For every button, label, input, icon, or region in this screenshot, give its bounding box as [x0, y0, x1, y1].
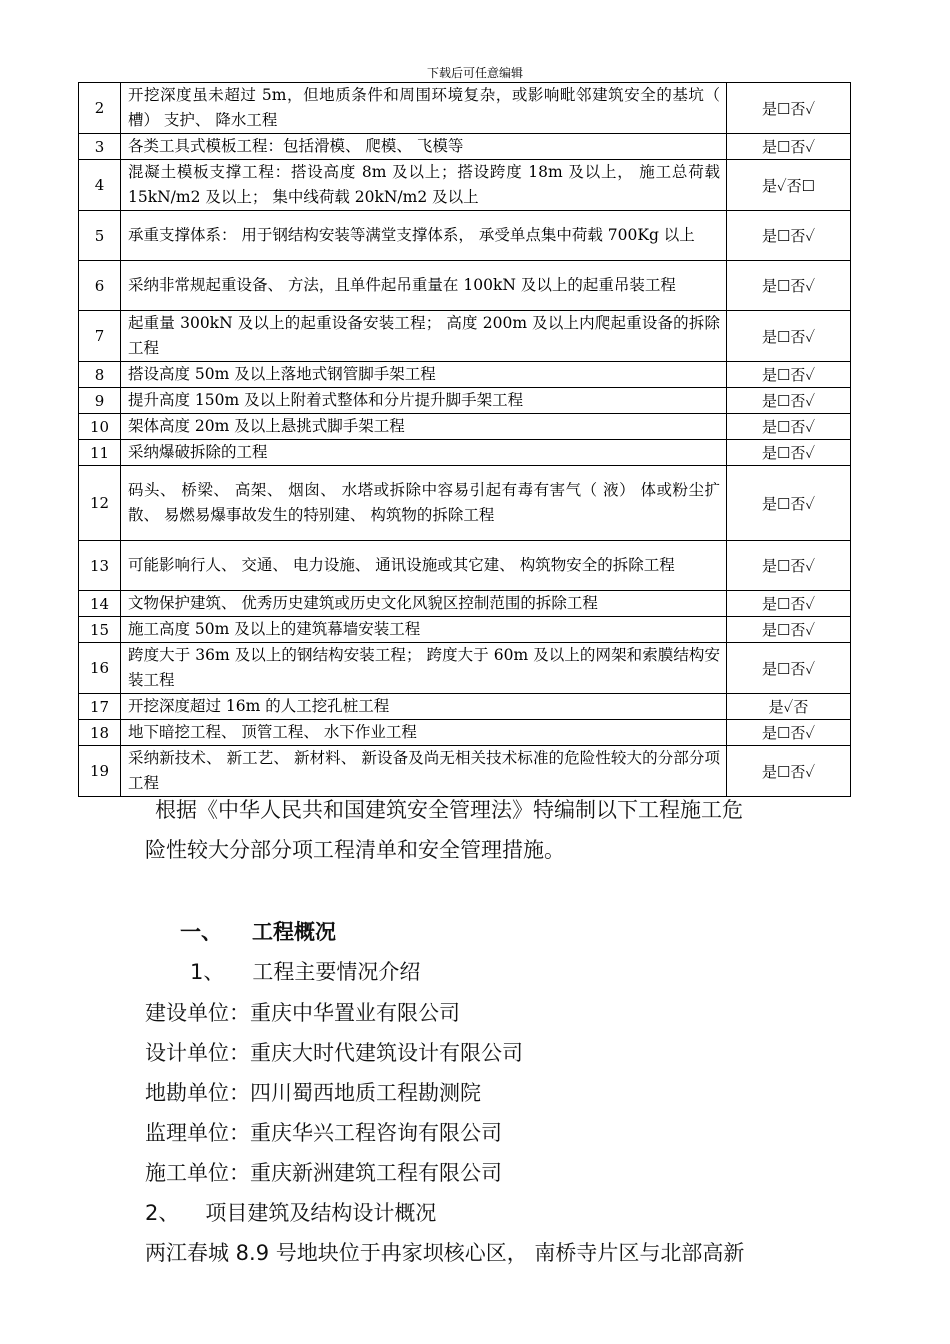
unit-label: 设计单位：: [145, 1041, 250, 1065]
row-description: 采纳非常规起重设备、 方法，且单件起吊重量在 100kN 及以上的起重吊装工程: [121, 261, 727, 311]
table-row: [79, 440, 851, 466]
row-yes-no-check: 是☐否✓: [727, 591, 851, 617]
table-row: [79, 746, 851, 797]
page-header-note: 下载后可任意编辑: [426, 66, 523, 80]
row-yes-no-check: 是☐否✓: [727, 362, 851, 388]
row-yes-no-check: 是☐否✓: [727, 261, 851, 311]
row-yes-no-check: 是☐否✓: [727, 211, 851, 261]
table-row: [79, 311, 851, 362]
subsection-title: 项目建筑及结构设计概况: [205, 1201, 437, 1225]
subsection-number: 1、: [190, 960, 225, 984]
row-yes-no-check: 是✓否☐: [727, 160, 851, 211]
row-description: 起重量 300kN 及以上的起重设备安装工程； 高度 200m 及以上内爬起重设备的拆除工程: [121, 311, 727, 362]
row-number: 7: [79, 311, 121, 362]
row-description: 文物保护建筑、 优秀历史建筑或历史文化风貌区控制范围的拆除工程: [121, 591, 727, 617]
row-number: 9: [79, 388, 121, 414]
row-number: 18: [79, 720, 121, 746]
subsection-title: 工程主要情况介绍: [252, 960, 421, 984]
row-description: 码头、 桥梁、 高架、 烟囱、 水塔或拆除中容易引起有毒有害气（ 液） 体或粉尘扩散、 易燃易爆事故发生的特别建、 构筑物的拆除工程: [121, 466, 727, 541]
unit-line-survey: [145, 1073, 481, 1113]
row-number: 5: [79, 211, 121, 261]
section-number: 一、: [180, 920, 222, 944]
row-yes-no-check: 是☐否✓: [727, 388, 851, 414]
row-description: 承重支撑体系： 用于钢结构安装等满堂支撑体系， 承受单点集中荷载 700Kg 以上: [121, 211, 727, 261]
row-yes-no-check: 是☐否✓: [727, 746, 851, 797]
unit-value: 四川蜀西地质工程勘测院: [250, 1081, 481, 1105]
row-yes-no-check: 是☐否✓: [727, 134, 851, 160]
row-number: 14: [79, 591, 121, 617]
unit-label: 施工单位：: [145, 1161, 250, 1185]
subsection-number: 2、: [145, 1201, 180, 1225]
table-row: [79, 414, 851, 440]
table-row: [79, 261, 851, 311]
unit-label: 监理单位：: [145, 1121, 250, 1145]
table-row: [79, 694, 851, 720]
row-number: 16: [79, 643, 121, 694]
row-description: 各类工具式模板工程：包括滑模、 爬模、 飞模等: [121, 134, 727, 160]
row-number: 17: [79, 694, 121, 720]
table-row: [79, 541, 851, 591]
intro-line-1: 根据《中华人民共和国建筑安全管理法》特编制以下工程施工危: [155, 798, 743, 822]
unit-value: 重庆华兴工程咨询有限公司: [250, 1121, 502, 1145]
row-description: 施工高度 50m 及以上的建筑幕墙安装工程: [121, 617, 727, 643]
row-number: 4: [79, 160, 121, 211]
row-description: 开挖深度超过 16m 的人工挖孔桩工程: [121, 694, 727, 720]
row-description: 采纳爆破拆除的工程: [121, 440, 727, 466]
table-row: [79, 466, 851, 541]
intro-line-2: 险性较大分部分项工程清单和安全管理措施。: [145, 838, 565, 862]
table-row: [79, 617, 851, 643]
row-yes-no-check: 是☐否✓: [727, 311, 851, 362]
row-description: 提升高度 150m 及以上附着式整体和分片提升脚手架工程: [121, 388, 727, 414]
unit-line-supervision: [145, 1113, 502, 1153]
row-description: 可能影响行人、 交通、 电力设施、 通讯设施或其它建、 构筑物安全的拆除工程: [121, 541, 727, 591]
row-number: 13: [79, 541, 121, 591]
subsection-heading-2: [145, 1193, 436, 1233]
row-yes-no-check: 是☐否✓: [727, 617, 851, 643]
unit-line-construction: [145, 993, 460, 1033]
row-yes-no-check: 是☐否✓: [727, 541, 851, 591]
subsection-heading-1: [190, 952, 420, 992]
row-number: 15: [79, 617, 121, 643]
row-yes-no-check: 是☐否✓: [727, 83, 851, 134]
row-description: 架体高度 20m 及以上悬挑式脚手架工程: [121, 414, 727, 440]
unit-label: 建设单位：: [145, 1001, 250, 1025]
table-row: [79, 211, 851, 261]
row-yes-no-check: 是☐否✓: [727, 720, 851, 746]
table-row: [79, 643, 851, 694]
table-row: [79, 388, 851, 414]
row-description: 跨度大于 36m 及以上的钢结构安装工程； 跨度大于 60m 及以上的网架和索膜结构安装工程: [121, 643, 727, 694]
row-number: 6: [79, 261, 121, 311]
row-description: 混凝土模板支撑工程：搭设高度 8m 及以上；搭设跨度 18m 及以上， 施工总荷载 15kN/m2 及以上； 集中线荷载 20kN/m2 及以上: [121, 160, 727, 211]
row-description: 采纳新技术、 新工艺、 新材料、 新设备及尚无相关技术标准的危险性较大的分部分项工程: [121, 746, 727, 797]
row-number: 19: [79, 746, 121, 797]
row-number: 2: [79, 83, 121, 134]
unit-label: 地勘单位：: [145, 1081, 250, 1105]
risk-project-table: [78, 82, 851, 797]
row-number: 3: [79, 134, 121, 160]
intro-paragraph: [145, 790, 825, 870]
unit-value: 重庆新洲建筑工程有限公司: [250, 1161, 502, 1185]
row-description: 开挖深度虽未超过 5m，但地质条件和周围环境复杂，或影响毗邻建筑安全的基坑（ 槽） 支护、 降水工程: [121, 83, 727, 134]
section-title: 工程概况: [252, 920, 336, 944]
row-yes-no-check: 是☐否✓: [727, 643, 851, 694]
table-row: [79, 83, 851, 134]
unit-value: 重庆中华置业有限公司: [250, 1001, 460, 1025]
row-number: 12: [79, 466, 121, 541]
table-row: [79, 362, 851, 388]
row-yes-no-check: 是✓否: [727, 694, 851, 720]
section-heading-overview: [180, 912, 336, 952]
table-row: [79, 134, 851, 160]
table-row: [79, 160, 851, 211]
row-description: 搭设高度 50m 及以上落地式钢管脚手架工程: [121, 362, 727, 388]
project-description: 两江春城 8.9 号地块位于冉家坝核心区， 南桥寺片区与北部高新: [145, 1241, 745, 1265]
row-yes-no-check: 是☐否✓: [727, 466, 851, 541]
unit-line-design: [145, 1033, 523, 1073]
row-description: 地下暗挖工程、 顶管工程、 水下作业工程: [121, 720, 727, 746]
row-number: 10: [79, 414, 121, 440]
row-number: 11: [79, 440, 121, 466]
row-number: 8: [79, 362, 121, 388]
unit-line-contractor: [145, 1153, 502, 1193]
table-row: [79, 591, 851, 617]
row-yes-no-check: 是☐否✓: [727, 440, 851, 466]
table-row: [79, 720, 851, 746]
unit-value: 重庆大时代建筑设计有限公司: [250, 1041, 523, 1065]
row-yes-no-check: 是☐否✓: [727, 414, 851, 440]
